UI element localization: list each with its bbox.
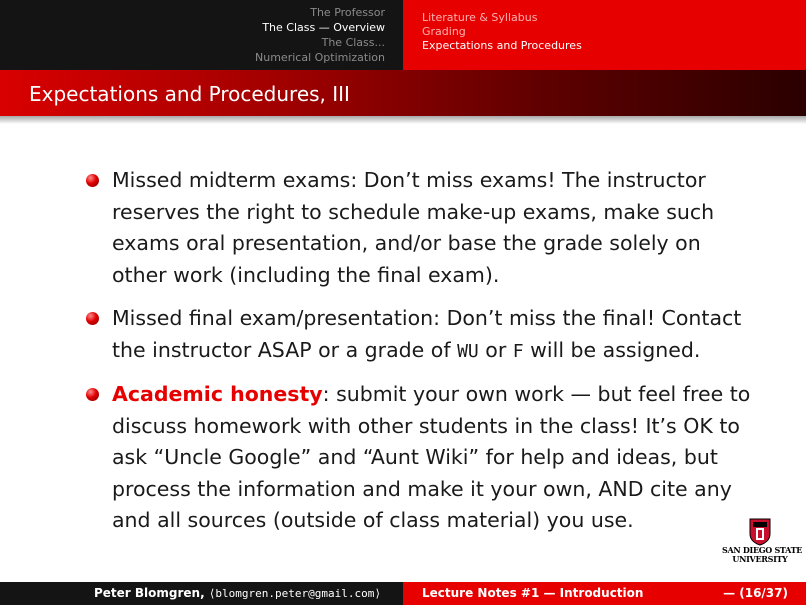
- section-navigation: [0, 0, 403, 70]
- item-text: Missed midterm exams: Don’t miss exams! The instructor reserves the right to schedule make-up exams, make such exams oral presentation, and/or base the grade solely on other work (including the final exam).: [112, 168, 715, 287]
- nav-subsection-grading[interactable]: Grading: [422, 25, 466, 38]
- nav-section-the-class[interactable]: The Class...: [321, 36, 385, 49]
- nav-subsection-expectations[interactable]: Expectations and Procedures: [422, 39, 582, 52]
- footer-author: [0, 582, 403, 605]
- nav-section-class-overview[interactable]: The Class — Overview: [262, 21, 385, 34]
- nav-subsection-literature-syllabus[interactable]: Literature & Syllabus: [422, 11, 538, 24]
- alert-text: Academic honesty: [112, 382, 323, 406]
- footer-lecture-info: [403, 582, 806, 605]
- top-navigation-bar: [0, 0, 806, 70]
- author-email: ⟨blomgren.peter@gmail.com⟩: [208, 587, 381, 600]
- author-name: Peter Blomgren,: [93, 586, 209, 600]
- title-shadow: [0, 116, 806, 124]
- footer: [0, 582, 806, 605]
- grade-code-f: F: [512, 340, 524, 362]
- bullet-list: [86, 165, 756, 549]
- logo-text-line2: UNIVERSITY: [732, 554, 788, 564]
- bullet-ball-icon: [86, 312, 99, 325]
- list-item-missed-midterm: [86, 165, 756, 291]
- subsection-navigation: [403, 0, 806, 70]
- bullet-ball-icon: [86, 388, 99, 401]
- list-item-academic-honesty: [86, 379, 756, 537]
- page-number: — (16/37): [723, 586, 788, 600]
- lecture-title: Lecture Notes #1 — Introduction: [422, 586, 644, 600]
- item-text: : submit your own work — but feel free to discuss homework with other students in the class! It’s OK to ask “Uncle Google” and “Aunt Wiki” for help and ideas, but process the information and make it your own, AND cite any and all sources (outside of class material) you use.: [112, 382, 751, 532]
- nav-section-numerical-optimization[interactable]: Numerical Optimization: [255, 51, 385, 64]
- nav-section-professor[interactable]: The Professor: [310, 6, 385, 19]
- item-text: or: [478, 337, 513, 362]
- university-logo: [722, 518, 803, 570]
- list-item-missed-final: [86, 303, 756, 367]
- item-text: will be assigned.: [523, 337, 701, 362]
- grade-code-wu: WU: [457, 340, 479, 362]
- logo-text-line1: SAN DIEGO STATE: [722, 545, 803, 555]
- frame-title: Expectations and Procedures, III: [0, 70, 806, 116]
- sdsu-shield-icon: [749, 518, 771, 546]
- item-text: Missed final exam/presentation: Don’t miss the final! Contact the instructor ASAP or a grade of: [112, 306, 742, 362]
- bullet-ball-icon: [86, 174, 99, 187]
